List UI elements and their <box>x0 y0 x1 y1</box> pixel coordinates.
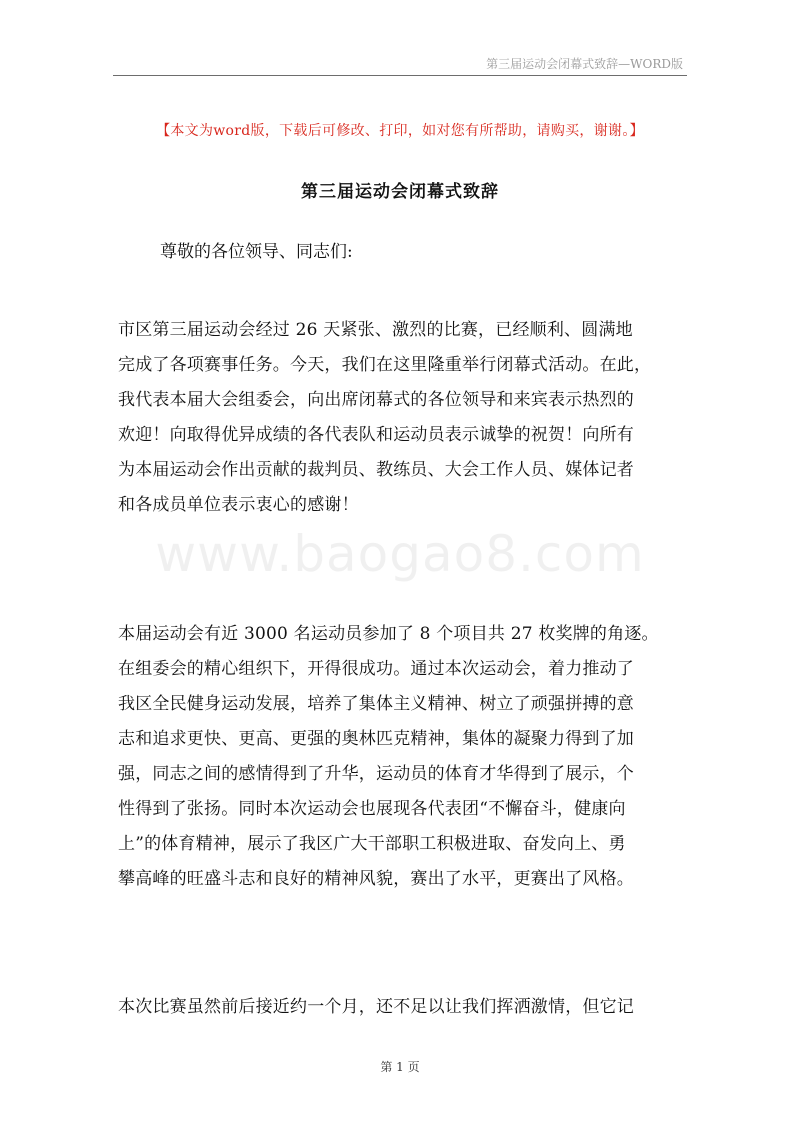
text-line: 强，同志之间的感情得到了升华，运动员的体育才华得到了展示，个 <box>118 764 634 784</box>
running-header: 第三届运动会闭幕式致辞—WORD版 <box>486 57 683 71</box>
purchase-notice: 【本文为word版，下载后可修改、打印，如对您有所帮助，请购买，谢谢。】 <box>156 123 644 139</box>
text-line: 为本届运动会作出贡献的裁判员、教练员、大会工作人员、媒体记者 <box>118 460 634 480</box>
text-line: 攀高峰的旺盛斗志和良好的精神风貌，赛出了水平，更赛出了风格。 <box>118 869 634 889</box>
text-line: 我区全民健身运动发展，培养了集体主义精神、树立了顽强拼搏的意 <box>118 694 634 714</box>
salutation: 尊敬的各位领导、同志们: <box>160 242 353 262</box>
text-line: 市区第三届运动会经过 26 天紧张、激烈的比赛，已经顺利、圆满地 <box>118 320 633 340</box>
text-line: 性得到了张扬。同时本次运动会也展现各代表团“不懈奋斗，健康向 <box>118 799 626 819</box>
text-line: 本次比赛虽然前后接近约一个月，还不足以让我们挥洒激情，但它记 <box>118 997 634 1017</box>
header-divider <box>113 75 687 76</box>
paragraph-3 <box>118 990 686 1025</box>
document-title: 第三届运动会闭幕式致辞 <box>301 182 499 202</box>
text-line: 本届运动会有近 3000 名运动员参加了 8 个项目共 27 枚奖牌的角逐。 <box>118 624 659 644</box>
text-line: 和各成员单位表示衷心的感谢！ <box>118 495 359 515</box>
page-number: 第 1 页 <box>380 1060 420 1074</box>
text-line: 上”的体育精神，展示了我区广大干部职工积极进取、奋发向上、勇 <box>118 834 626 854</box>
watermark: www.baogao8.com <box>155 525 645 583</box>
paragraph-1 <box>118 313 686 523</box>
text-line: 完成了各项赛事任务。今天，我们在这里隆重举行闭幕式活动。在此， <box>118 355 652 375</box>
text-line: 志和追求更快、更高、更强的奥林匹克精神，集体的凝聚力得到了加 <box>118 729 634 749</box>
text-line: 欢迎！向取得优异成绩的各代表队和运动员表示诚挚的祝贺！向所有 <box>118 425 634 445</box>
text-line: 我代表本届大会组委会，向出席闭幕式的各位领导和来宾表示热烈的 <box>118 390 634 410</box>
paragraph-2 <box>118 617 686 897</box>
text-line: 在组委会的精心组织下，开得很成功。通过本次运动会，着力推动了 <box>118 659 634 679</box>
